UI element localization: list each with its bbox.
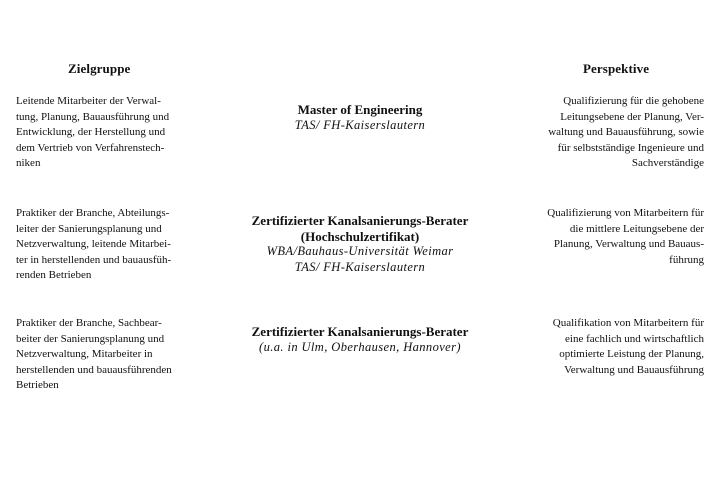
program-institution: WBA/Bauhaus-Universität Weimar [266, 244, 454, 258]
target-group-master: Leitende Mitarbeiter der Verwal- tung, Planung, Bauausführung und Entwicklung, der Herstellung und dem Vertrieb von Verfahrenstech- niken [16, 95, 170, 169]
program-master [215, 102, 505, 133]
target-group-certified-university: Praktiker der Branche, Abteilungs- leiter der Sanierungsplanung und Netzverwaltung, leitende Mitarbei- ter in herstellenden und bauausfüh- renden Betrieben [16, 207, 172, 281]
perspective-certified-university: Qualifizierung von Mitarbeitern für die mittlere Leitungsebene der Planung, Verwaltung und Bauaus- führung [547, 207, 704, 266]
program-certified-university [215, 213, 505, 275]
heading-target-group: Zielgruppe [68, 61, 131, 76]
program-locations: (u.a. in Ulm, Oberhausen, Hannover) [259, 339, 461, 354]
program-title: Master of Engineering [297, 102, 423, 117]
heading-perspective: Perspektive [583, 61, 650, 76]
program-institution: TAS/ FH-Kaiserslautern [294, 259, 426, 274]
program-institution: TAS/ FH-Kaiserslautern [294, 117, 426, 132]
perspective-certified: Qualifikation von Mitarbeitern für eine fachlich und wirtschaftlich optimierte Leistung der Planung, Verwaltung und Bauausführung [552, 317, 704, 376]
program-title: Zertifizierter Kanalsanierungs-Berater [251, 324, 469, 339]
program-title: Zertifizierter Kanalsanierungs-Berater (Hochschulzertifikat) [251, 213, 469, 244]
perspective-master: Qualifizierung für die gehobene Leitungsebene der Planung, Ver- waltung und Bauausführung, sowie für selbstständige Ingenieure und Sachverständige [548, 95, 704, 169]
program-certified [215, 324, 505, 355]
target-group-certified: Praktiker der Branche, Sachbear- beiter der Sanierungsplanung und Netzverwaltung, Mitarbeiter in herstellenden und bauausführenden Betrieben [16, 317, 172, 391]
